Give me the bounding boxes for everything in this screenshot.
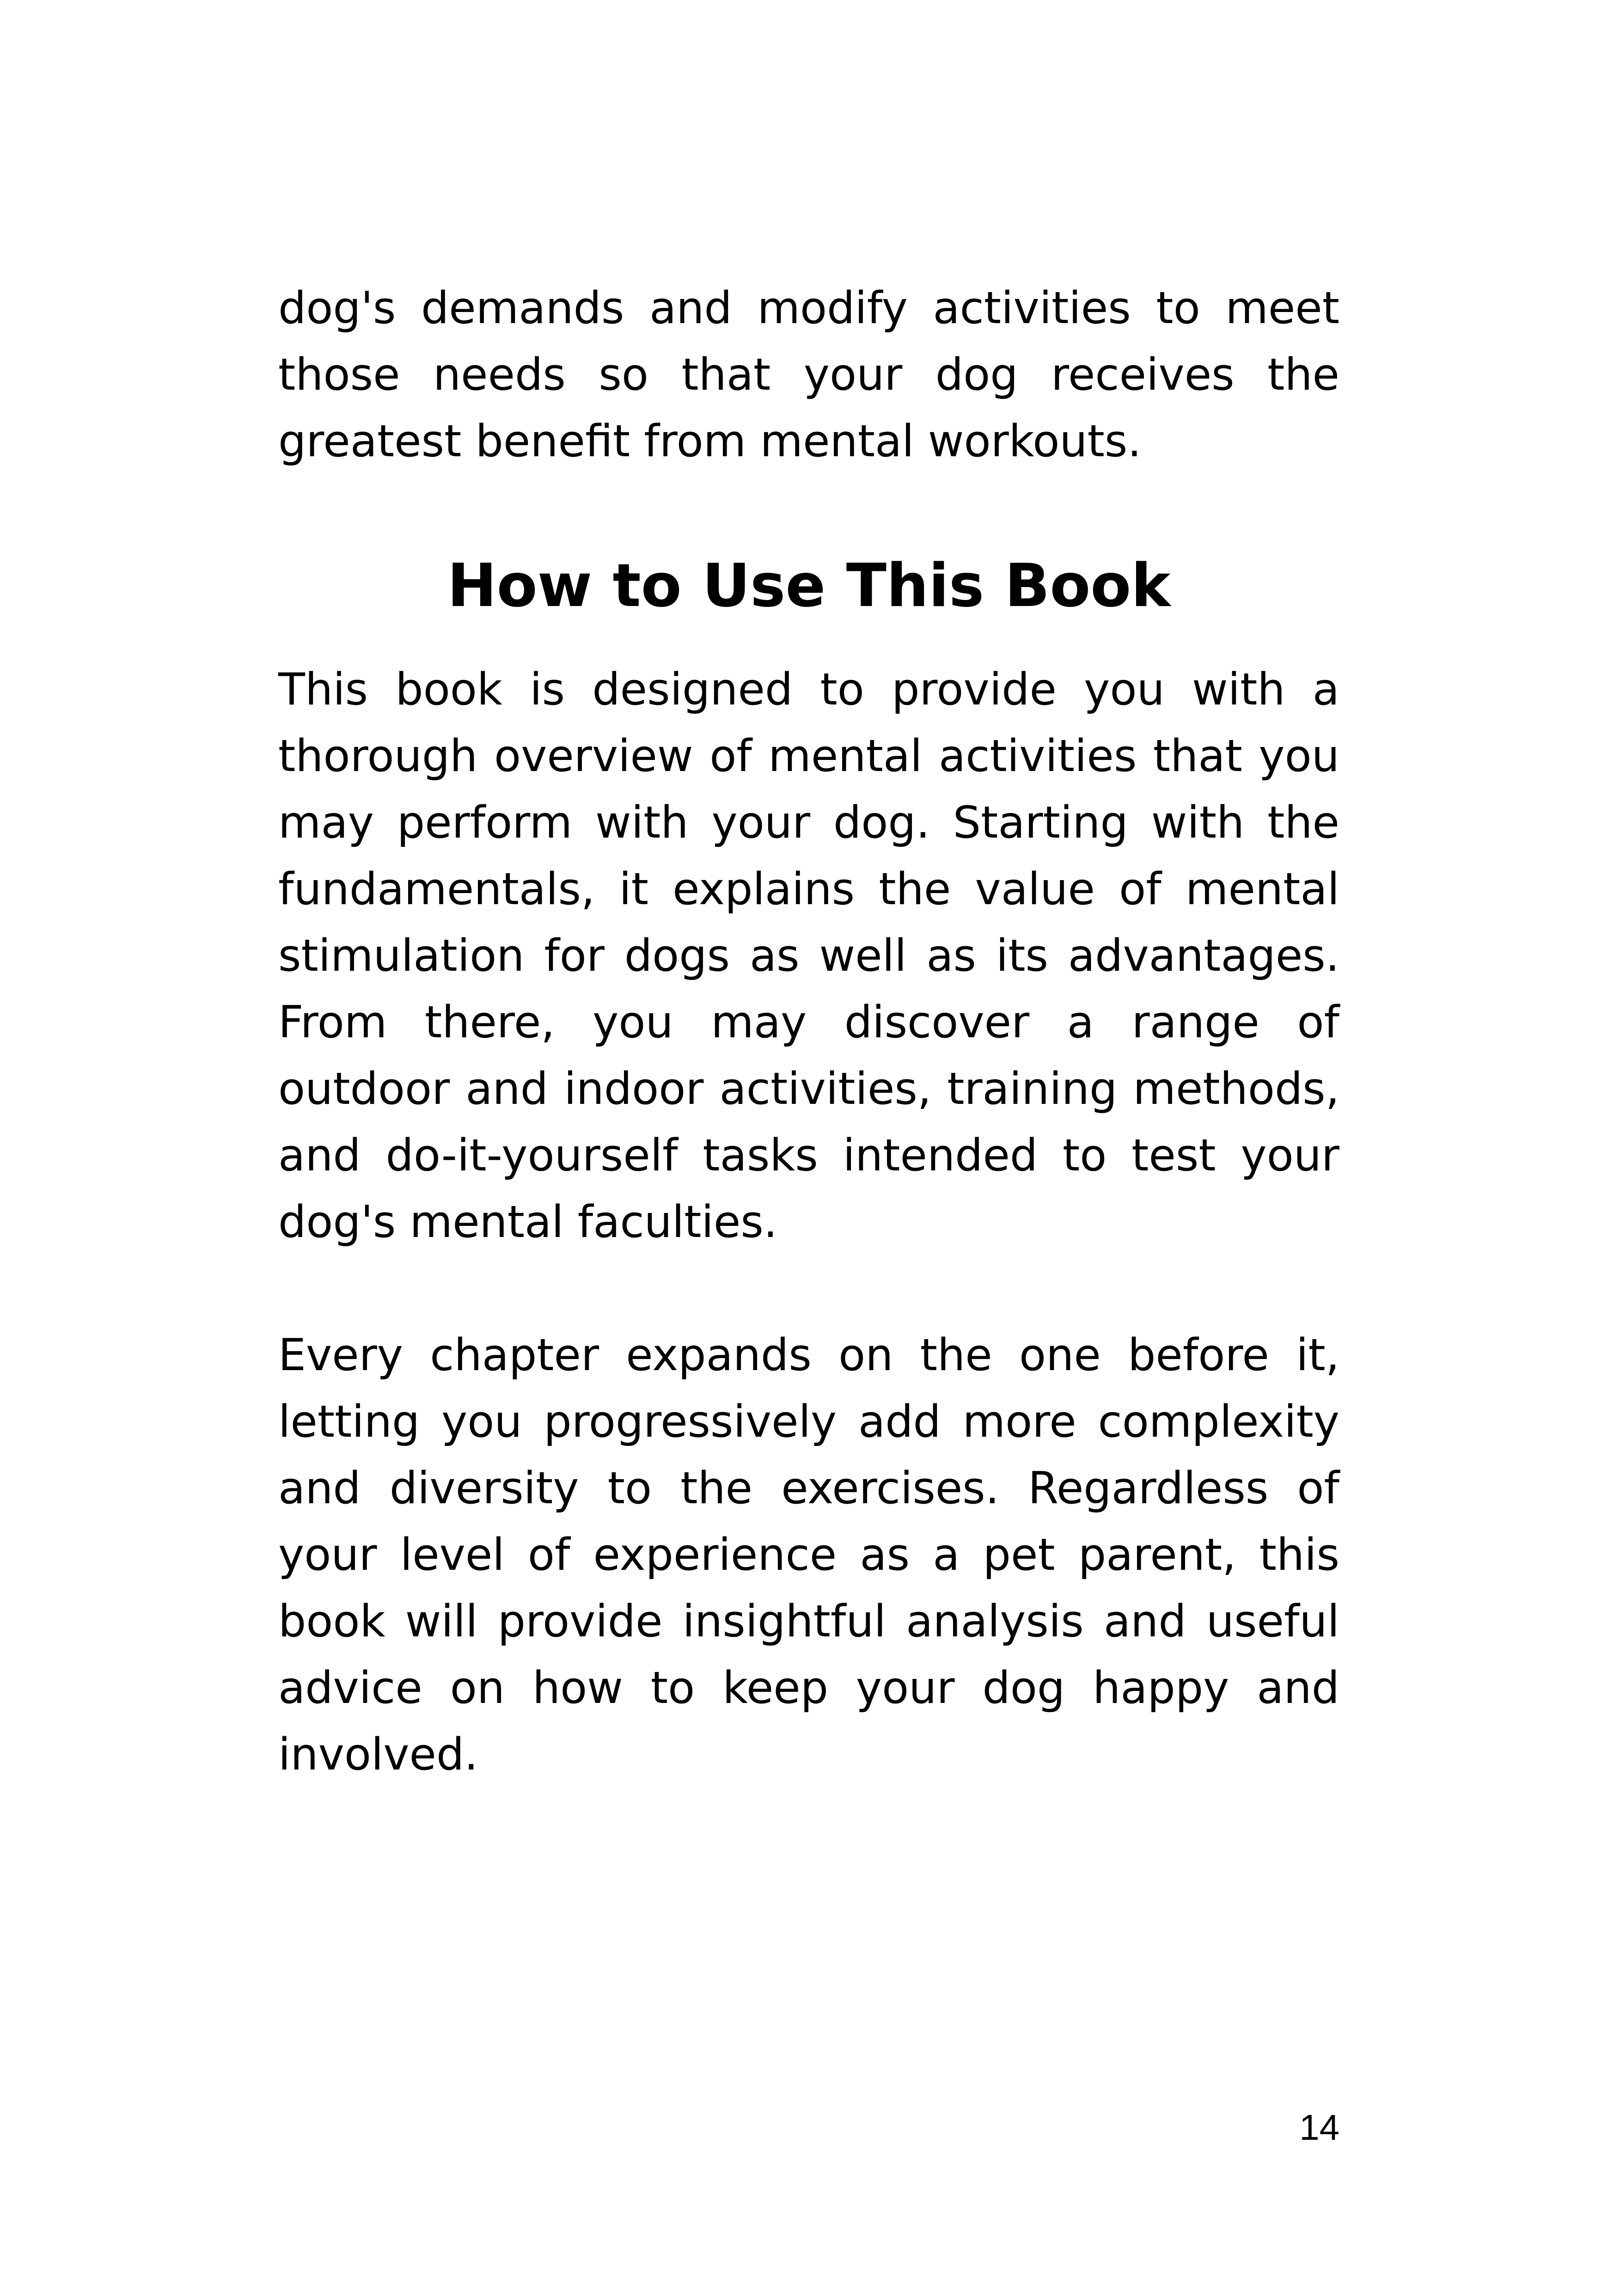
section-heading: How to Use This Book [447,551,1171,620]
body-paragraph: Every chapter expands on the one before it, letting you progressively add more complexity and diversity to the exercises. Regardless of your level of experience as a pet parent, this book will provide insightful analysis and useful advice on how to keep your dog happy and involved. [278,1330,1339,1780]
intro-paragraph: dog's demands and modify activities to meet those needs so that your dog receives the greatest benefit from mental workouts. [278,283,1339,467]
body-paragraph: This book is designed to provide you with a thorough overview of mental activities that you may perform with your dog. Starting with the fundamentals, it explains the value of mental stimulation for dogs as well as its advantages. From there, you may discover a range of outdoor and indoor activities, training methods, and do-it-yourself tasks intended to test your dog's mental faculties. [278,664,1339,1248]
page-number: 14 [1299,2107,1339,2148]
